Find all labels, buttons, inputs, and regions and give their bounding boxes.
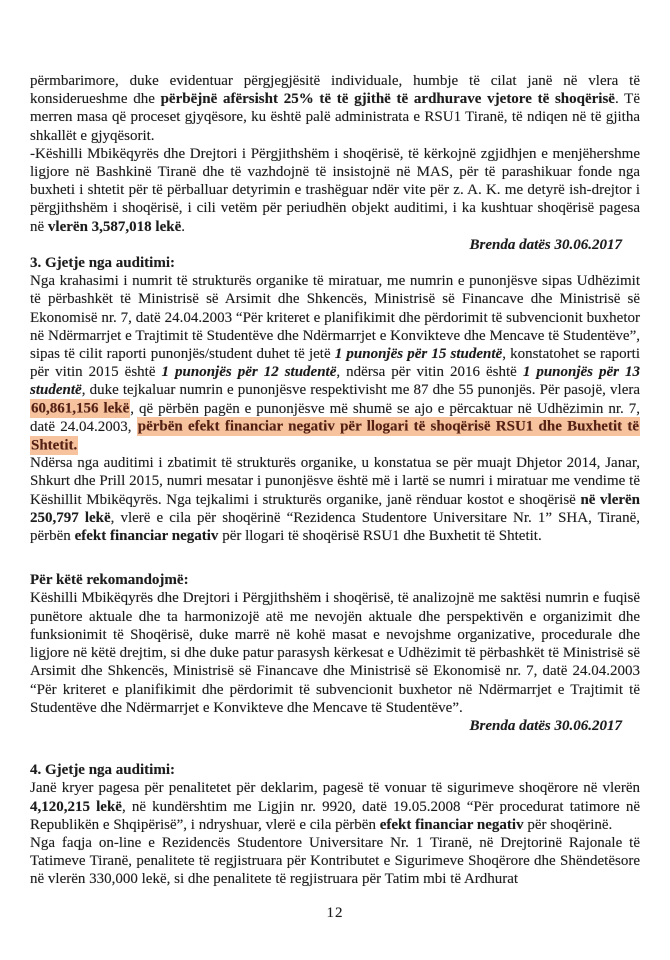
text-run: përbëjnë afërsisht 25% të të gjithë të ardhurave vjetore të shoqërisë — [160, 91, 615, 108]
text-run: për shoqërinë. — [523, 816, 613, 833]
paragraph — [30, 72, 640, 145]
text-run: , konstatohet se raporti për vitin 2015 është — [30, 346, 640, 381]
text-run: Nga krahasimi i numrit të strukturës organike të miratuar, me numrin e punonjësve sipas Udhëzimit të përbashkët të Ministrisë së Arsimit dhe Shkencës, Ministrisë së Financave dhe Ministrisë së Ekonomisë nr. 7, datë 24.04.2003 “Për kriteret e planifikimit dhe përdorimit të subvencionit buxhetor në Ndërmarrjet e Trajtimit të Studentëve dhe Ndërmarrjet e Konvikteve dhe Mencave të Studentëve”, sipas të cilit raporti punonjës/student duhet të jetë — [30, 273, 640, 363]
text-run: . — [181, 218, 185, 235]
highlighted-text-run: 60,861,156 lekë — [31, 400, 130, 417]
text-run: . Të merren masa që proceset gjyqësore, ku është palë administrata e RSU1 Tiranë, të ndiqen në të gjitha shkallët e gjyqësorit. — [30, 91, 640, 144]
text-run: përmbarimore, duke evidentuar përgjegjësitë individuale, humbje të cilat janë në vlera të konsiderueshme dhe — [30, 73, 640, 108]
text-run: në vlerën 250,797 lekë — [30, 491, 641, 526]
text-run: efekt financiar negativ — [74, 528, 219, 545]
paragraph — [30, 779, 640, 834]
text-run: Nga faqja on-line e Rezidencës Studentore Universitare Nr. 1 Tiranë, në Drejtorinë Rajonale të Tatimeve Tiranë, penalitete të regjistruara për Kontributet e Sigurimeve Shoqërore dhe Shëndetësore në vlerën 330,000 lekë, si dhe penalitete të regjistruara për Tatim mbi të Ardhurat — [30, 834, 640, 888]
text-run: Ndërsa nga auditimi i zbatimit të strukturës organike, u konstatua se për muajt Dhjetor 2014, Janar, Shkurt dhe Prill 2015, numri mesatar i punonjësve është më i lartë se numri i miratuar me vendime të Këshillit Mbikëqyrës. Nga tejkalimi i strukturës organike, janë rënduar kostot e shoqërisë — [30, 455, 640, 508]
section-heading — [30, 571, 640, 589]
text-run: efekt financiar negativ — [379, 816, 524, 833]
highlighted-text-run: përbën efekt financiar negativ për llogari të shoqërisë RSU1 dhe Buxhetit të Shtetit. — [31, 418, 640, 454]
text-run: , ndërsa për vitin 2016 është — [336, 364, 523, 381]
text-run: , vlerë e cila për shoqërinë “Rezidenca Studentore Universitare Nr. 1” SHA, Tiranë, përbën — [30, 509, 640, 545]
section-heading — [30, 761, 640, 779]
text-run: Këshilli Mbikëqyrës dhe Drejtori i Përgjithshëm i shoqërisë, të analizojnë me saktësi numrin e fuqisë punëtore aktuale dhe ta harmonizojë atë me nevojën aktuale dhe perspektivën e organizimit dhe funksionimit të Shoqërisë, duke marrë në kohë masat e nevojshme organizative, procedurale dhe ligjore në këtë drejtim, si dhe duke patur parasysh kërkesat e Udhëzimit të përbashkët të Ministrisë së Arsimit dhe Shkencës, Ministrisë së Financave dhe Ministrisë së Ekonomisë nr. 7, datë 24.04.2003 “Për kriteret e planifikimit dhe përdorimit të subvencionit buxhetor në Ndërmarrjet e Trajtimit të Studentëve dhe Ndërmarrjet e Konvikteve dhe Mencave të Studentëve”. — [30, 590, 640, 716]
paragraph — [30, 834, 640, 889]
text-run: për llogari të shoqërisë RSU1 dhe Buxhetit të Shtetit. — [218, 528, 542, 545]
text-run: , që përbën pagën e punonjësve më shumë se ajo e përcaktuar në Udhëzimin nr. 7, datë 24.04.2003, — [30, 400, 640, 435]
text-run: 4. Gjetje nga auditimi: — [30, 762, 175, 779]
text-run: 1 punonjës për 13 studentë — [30, 364, 641, 399]
text-run: 3. Gjetje nga auditimi: — [30, 255, 175, 272]
text-run: 1 punonjës për 15 studentë — [334, 346, 503, 363]
text-run: Për këtë rekomandojmë: — [30, 572, 189, 589]
text-run: 1 punonjës për 12 studentë — [161, 364, 337, 381]
text-run: -Këshilli Mbikëqyrës dhe Drejtori i Përgjithshëm i shoqërisë, të kërkojnë zgjidhjen e menjëhershme ligjore në Bashkinë Tiranë dhe të vazhdojnë të insistojnë në MAS, për të parashikuar fonde nga buxheti i shtetit për të përballuar detyrimin e trashëguar ndër vite për z. A. K. me detyrë ish-drejtor i përgjithshëm i shoqërisë, i cili vetëm për periudhën objekt auditimi, i ka kushtuar shoqërisë pagesa në — [30, 145, 640, 235]
text-run: , në kundërshtim me Ligjin nr. 9920, datë 19.05.2008 “Për procedurat tatimore në Republikën e Shqipërisë”, i ndryshuar, vlerë e cila përbën — [30, 798, 641, 833]
date-line — [30, 236, 640, 254]
document-content — [30, 72, 640, 889]
text-run: Brenda datës 30.06.2017 — [469, 717, 622, 734]
section-heading — [30, 254, 640, 272]
date-line — [30, 717, 640, 735]
text-run: vlerën 3,587,018 lekë — [47, 218, 182, 235]
text-run: , duke tejkaluar numrin e punonjësve respektivisht me 87 dhe 55 punonjës. Për pasojë, vlera — [81, 382, 640, 399]
paragraph — [30, 589, 640, 716]
paragraph — [30, 454, 640, 545]
text-run: 4,120,215 lekë — [30, 798, 122, 815]
paragraph — [30, 145, 640, 236]
text-run: Brenda datës 30.06.2017 — [469, 236, 622, 253]
paragraph — [30, 272, 640, 454]
page-number: 12 — [326, 905, 344, 921]
text-run: Janë kryer pagesa për penalitetet për deklarim, pagesë të vonuar të sigurimeve shoqërore në vlerën — [30, 780, 640, 797]
